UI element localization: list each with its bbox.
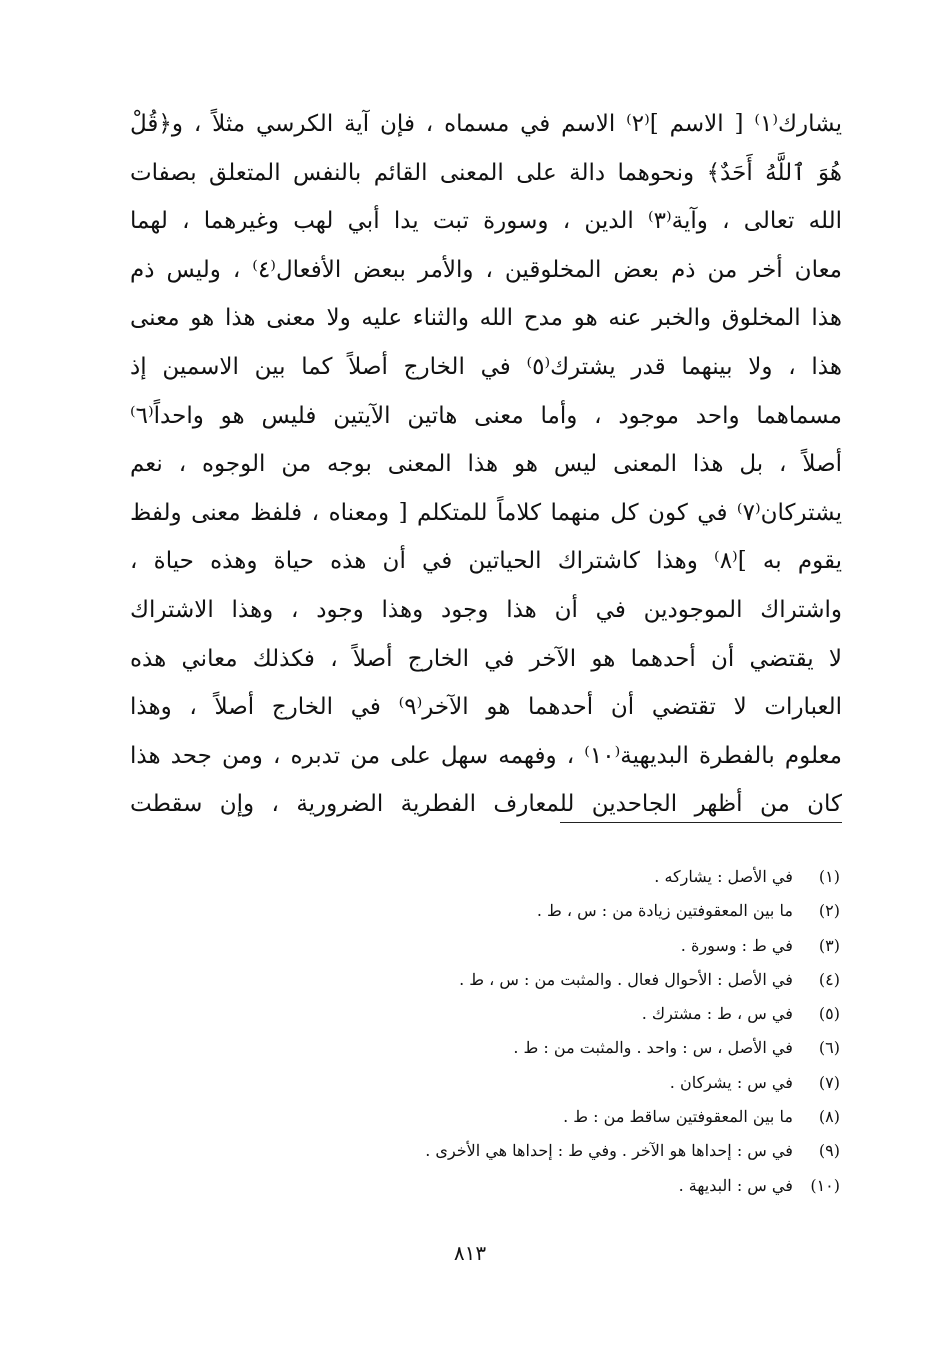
body-line: يقوم به ]⁽٨⁾ وهذا كاشتراك الحياتين في أن هذه حياة وهذه حياة ، — [130, 548, 842, 575]
body-line: العبارات لا تقتضي أن أحدهما هو الآخر⁽٩⁾ في الخارج أصلاً ، وهذا — [130, 694, 842, 721]
body-line: الله تعالى ، وآية⁽٣⁾ الدين ، وسورة تبت يدا أبي لهب وغيرهما ، لهما — [130, 208, 842, 235]
body-line: هُوَ ٱللَّهُ أَحَدٌ﴾ ونحوهما دالة على المعنى القائم بالنفس المتعلق بصفات — [130, 159, 842, 186]
footnote-number: (٩) — [818, 1141, 840, 1161]
body-line: لا يقتضي أن أحدهما هو الآخر في الخارج أصلاً ، فكذلك معاني هذه — [130, 645, 842, 672]
footnote-number: (٥) — [818, 1004, 840, 1024]
footnote-number: (٧) — [818, 1072, 840, 1092]
footnote-text: في س : يشركان . — [669, 1072, 793, 1092]
footnote — [200, 860, 840, 894]
footnotes — [200, 860, 840, 1203]
body-line: كان من أظهر الجاحدين للمعارف الفطرية الضرورية ، وإن سقطت — [130, 791, 842, 818]
main-body-text — [130, 100, 842, 829]
page-number: ٨١٣ — [453, 1241, 487, 1265]
footnote-text: في الأصل ، س : واحد . والمثبت من : ط . — [513, 1038, 793, 1058]
footnote-text: في الأصل : الأحوال فعال . والمثبت من : س ، ط . — [459, 969, 793, 989]
footnote — [200, 1134, 840, 1168]
footnote — [200, 997, 840, 1031]
footnote — [200, 1031, 840, 1065]
footnote — [200, 894, 840, 928]
footnote-text: في الأصل : يشاركه . — [654, 867, 793, 886]
footnote-number: (٦) — [818, 1038, 840, 1058]
body-line: هذا ، ولا بينهما قدر يشترك⁽٥⁾ في الخارج أصلاً كما بين الاسمين إذ — [130, 353, 842, 380]
footnote-text: في ط : وسورة . — [680, 935, 793, 955]
body-line: يشتركان⁽٧⁾ في كون كل منهما كلاماً للمتكلم [ ومعناه ، فلفظ معنى ولفظ — [130, 499, 842, 526]
footnote-number: (٢) — [818, 901, 840, 921]
footnote — [200, 963, 840, 997]
body-line: معلوم بالفطرة البديهية⁽١٠⁾ ، وفهمه سهل على من تدبره ، ومن جحد هذا — [130, 742, 842, 769]
footnote-text: في س : إحداها هو الآخر . وفي ط : إحداها هي الأخرى . — [425, 1141, 793, 1161]
footnote-text: في س : البديهة . — [678, 1175, 793, 1195]
footnote-text: ما بين المعقوفتين ساقط من : ط . — [563, 1107, 793, 1127]
footnote-separator — [560, 822, 842, 823]
footnote-text: في س ، ط : مشترك . — [641, 1004, 793, 1024]
footnote-number: (٤) — [818, 969, 840, 989]
footnote-number: (١٠) — [810, 1175, 840, 1195]
body-line: معان أخر من ذم بعض المخلوقين ، والأمر ببعض الأفعال⁽٤⁾ ، وليس ذم — [130, 256, 842, 283]
footnote — [200, 1169, 840, 1203]
body-line: مسماهما واحد موجود ، وأما معنى هاتين الآيتين فليس هو واحداً⁽٦⁾ — [130, 402, 842, 429]
footnote-number: (٨) — [818, 1107, 840, 1127]
body-line: واشتراك الموجودين في أن هذا وجود وهذا وجود ، وهذا الاشتراك — [130, 596, 842, 623]
footnote — [200, 1066, 840, 1100]
footnote-number: (٣) — [818, 935, 840, 955]
body-line: هذا المخلوق والخبر عنه هو مدح الله والثناء عليه ولا معنى هذا هو معنى — [130, 305, 842, 332]
footnote-number: (١) — [818, 867, 840, 886]
footnote — [200, 1100, 840, 1134]
footnote — [200, 929, 840, 963]
body-line: يشارك⁽١⁾ [ الاسم ]⁽٢⁾ الاسم في مسماه ، فإن آية الكرسي مثلاً ، و﴿قُلْ — [130, 111, 842, 137]
footnote-text: ما بين المعقوفتين زيادة من : س ، ط . — [536, 901, 793, 921]
body-line: أصلاً ، بل هذا المعنى ليس هو هذا المعنى بوجه من الوجوه ، نعم — [130, 451, 842, 478]
